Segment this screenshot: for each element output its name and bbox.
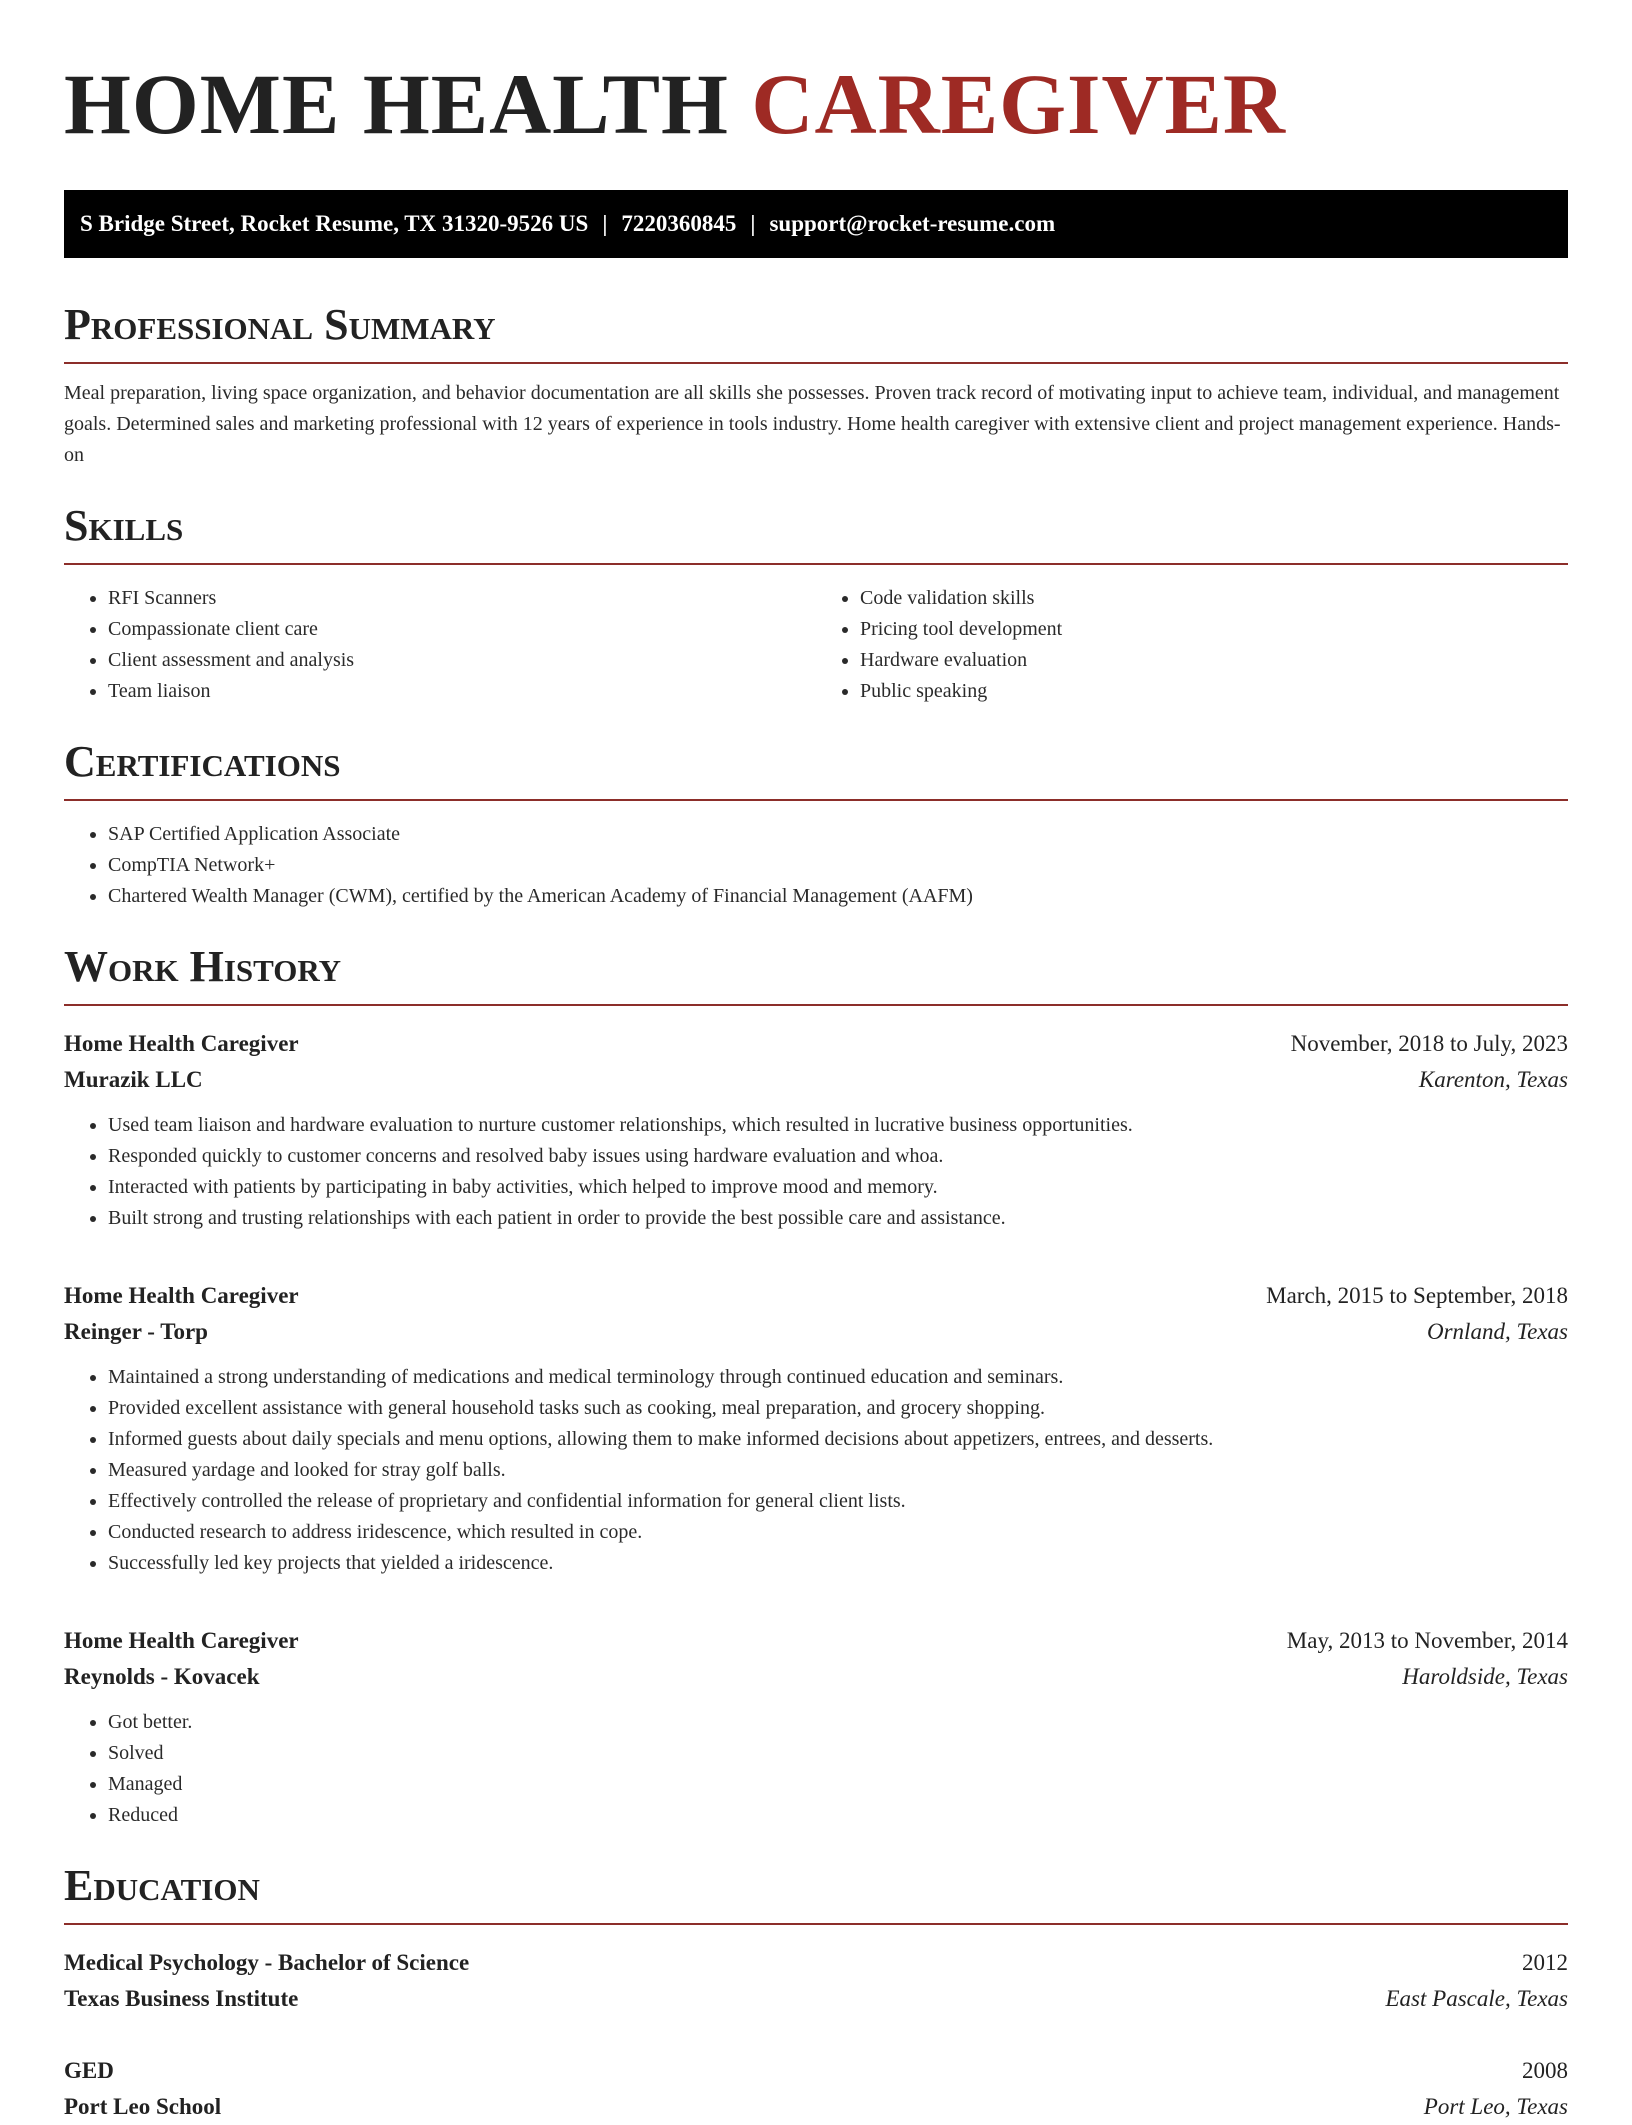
- job-bullets: [64, 1362, 1568, 1579]
- job-entry: [64, 1026, 1568, 1234]
- education-degree-row: [64, 1945, 1568, 1981]
- job-title: Home Health Caregiver: [64, 1283, 299, 1308]
- education-entry: [64, 1945, 1568, 2017]
- education-section: [64, 1861, 1568, 2125]
- job-company: Reinger - Torp: [64, 1319, 208, 1344]
- skill-item: • Team liaison: [108, 676, 816, 707]
- education-school: Texas Business Institute: [64, 1986, 299, 2011]
- education-degree-row: [64, 2053, 1568, 2089]
- job-bullet: • Managed: [108, 1769, 1568, 1800]
- job-bullet: • Reduced: [108, 1800, 1568, 1831]
- section-title-skills: Skills: [64, 501, 1568, 565]
- job-bullet: • Interacted with patients by participating in baby activities, which helped to improve mood and memory.: [108, 1172, 1568, 1203]
- contact-phone: 7220360845: [621, 211, 737, 236]
- work-history-section: [64, 942, 1568, 1831]
- skills-section: [64, 501, 1568, 707]
- job-title: Home Health Caregiver: [64, 1628, 299, 1653]
- skill-item: • Code validation skills: [860, 583, 1568, 614]
- skills-grid: [64, 583, 1568, 707]
- section-title-summary: Professional Summary: [64, 300, 1568, 364]
- skill-item: • Compassionate client care: [108, 614, 816, 645]
- education-location: Port Leo, Texas: [1423, 2094, 1568, 2119]
- contact-bar: [64, 190, 1568, 258]
- contact-separator: |: [602, 211, 608, 236]
- job-bullets: [64, 1110, 1568, 1234]
- job-title: Home Health Caregiver: [64, 1031, 299, 1056]
- job-bullet: • Got better.: [108, 1707, 1568, 1738]
- job-entry: [64, 1278, 1568, 1579]
- education-year: 2012: [1522, 1950, 1568, 1975]
- job-bullet: • Used team liaison and hardware evaluation to nurture customer relationships, which resulted in lucrative business opportunities.: [108, 1110, 1568, 1141]
- education-degree: Medical Psychology - Bachelor of Science: [64, 1950, 470, 1975]
- summary-section: [64, 300, 1568, 471]
- education-year: 2008: [1522, 2058, 1568, 2083]
- contact-address: S Bridge Street, Rocket Resume, TX 31320-9526 US: [80, 211, 589, 236]
- certification-item: • SAP Certified Application Associate: [108, 819, 1568, 850]
- job-bullet: • Measured yardage and looked for stray golf balls.: [108, 1455, 1568, 1486]
- certification-item: • CompTIA Network+: [108, 850, 1568, 881]
- education-school: Port Leo School: [64, 2094, 222, 2119]
- education-location: East Pascale, Texas: [1385, 1986, 1568, 2011]
- job-bullet: • Maintained a strong understanding of medications and medical terminology through continued education and seminars.: [108, 1362, 1568, 1393]
- skill-item: • Pricing tool development: [860, 614, 1568, 645]
- education-degree: GED: [64, 2058, 114, 2083]
- job-company: Murazik LLC: [64, 1067, 203, 1092]
- summary-text: Meal preparation, living space organization, and behavior documentation are all skills she possesses. Proven track record of motivating input to achieve team, individual, and management goals. Determined sales and marketing professional with 12 years of experience in tools industry. Home health caregiver with extensive client and project management experience. Hands-on: [64, 382, 1561, 466]
- section-title-work-history: Work History: [64, 942, 1568, 1006]
- job-dates: November, 2018 to July, 2023: [1290, 1031, 1568, 1056]
- education-school-row: [64, 2089, 1568, 2125]
- certifications-section: [64, 737, 1568, 912]
- job-bullet: • Conducted research to address iridescence, which resulted in cope.: [108, 1517, 1568, 1548]
- job-bullet: • Provided excellent assistance with general household tasks such as cooking, meal preparation, and grocery shopping.: [108, 1393, 1568, 1424]
- certification-item: • Chartered Wealth Manager (CWM), certified by the American Academy of Financial Management (AAFM): [108, 881, 1568, 912]
- job-bullet: • Solved: [108, 1738, 1568, 1769]
- job-bullet: • Built strong and trusting relationships with each patient in order to provide the best possible care and assistance.: [108, 1203, 1568, 1234]
- job-company-row: [64, 1314, 1568, 1350]
- job-dates: March, 2015 to September, 2018: [1266, 1283, 1568, 1308]
- education-school-row: [64, 1981, 1568, 2017]
- job-bullet: • Successfully led key projects that yielded a iridescence.: [108, 1548, 1568, 1579]
- job-entry: [64, 1623, 1568, 1831]
- job-dates: May, 2013 to November, 2014: [1286, 1628, 1568, 1653]
- skill-item: • Hardware evaluation: [860, 645, 1568, 676]
- job-company-row: [64, 1659, 1568, 1695]
- certifications-list: [64, 819, 1568, 912]
- name-first: HOME HEALTH: [64, 56, 729, 152]
- job-bullet: • Informed guests about daily specials and menu options, allowing them to make informed decisions about appetizers, entrees, and desserts.: [108, 1424, 1568, 1455]
- job-bullet: • Effectively controlled the release of proprietary and confidential information for general client lists.: [108, 1486, 1568, 1517]
- job-bullet: • Responded quickly to customer concerns and resolved baby issues using hardware evaluation and whoa.: [108, 1141, 1568, 1172]
- job-header-row: [64, 1278, 1568, 1314]
- skill-item: • Public speaking: [860, 676, 1568, 707]
- job-header-row: [64, 1026, 1568, 1062]
- contact-separator: |: [750, 211, 756, 236]
- job-location: Haroldside, Texas: [1402, 1664, 1568, 1689]
- skills-list-right: [816, 583, 1568, 707]
- section-title-education: Education: [64, 1861, 1568, 1925]
- job-company: Reynolds - Kovacek: [64, 1664, 260, 1689]
- job-header-row: [64, 1623, 1568, 1659]
- resume-name: [64, 56, 1568, 152]
- skill-item: • Client assessment and analysis: [108, 645, 816, 676]
- job-company-row: [64, 1062, 1568, 1098]
- education-entry: [64, 2053, 1568, 2125]
- job-bullets: [64, 1707, 1568, 1831]
- contact-email[interactable]: support@rocket-resume.com: [769, 211, 1056, 236]
- skills-list-left: [64, 583, 816, 707]
- name-accent: CAREGIVER: [751, 56, 1287, 152]
- section-title-certifications: Certifications: [64, 737, 1568, 801]
- job-location: Ornland, Texas: [1427, 1319, 1568, 1344]
- job-location: Karenton, Texas: [1418, 1067, 1568, 1092]
- skill-item: • RFI Scanners: [108, 583, 816, 614]
